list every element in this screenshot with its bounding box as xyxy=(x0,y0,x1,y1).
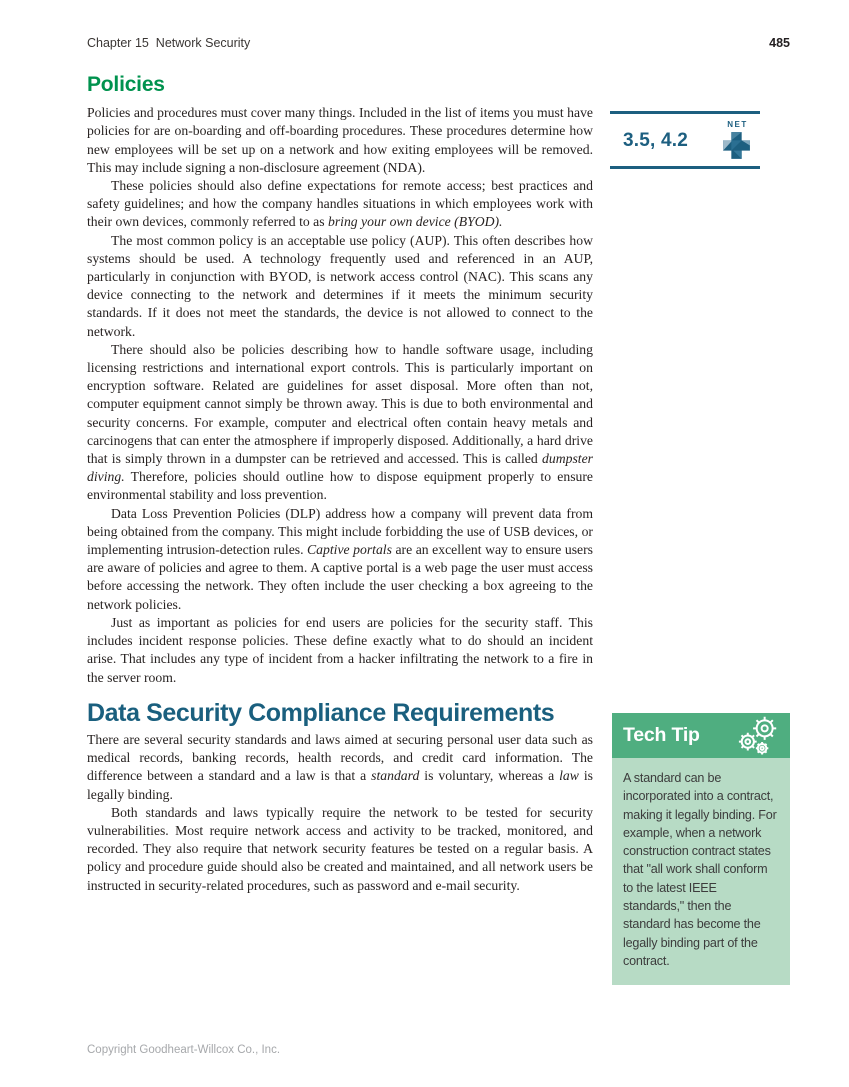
running-head-text: Chapter 15 Network Security xyxy=(87,36,251,50)
tech-tip-header xyxy=(612,713,790,758)
page-header xyxy=(87,36,790,50)
paragraph: Both standards and laws typically require the network to be tested for security vulnerabilities. Most require network access and activity to be tracked, monitored, and recorded. They also require that network security features be tested on a regular basis. A policy and procedure guide should also be created and maintained, and all network users be instructed in security-related procedures, such as password and e-mail security. xyxy=(87,804,593,893)
network-plus-logo xyxy=(721,120,752,161)
paragraph: Policies and procedures must cover many things. Included in the list of items you must have policies for are on-boarding and off-boarding procedures. These procedures determine how new employees will be set up on a network and how exiting employees will be removed. This may include signing a non-disclosure agreement (NDA). xyxy=(87,105,593,175)
copyright-notice: Copyright Goodheart-Willcox Co., Inc. xyxy=(87,1044,281,1056)
paragraph: These policies should also define expectations for remote access; best practices and safety guidelines; and how the company handles situations in which employees work with their own devices, commonly referred to as bring your own device (BYOD). xyxy=(87,178,593,230)
paragraph: There are several security standards and laws aimed at securing personal user data such as medical records, banking records, health records, and credit card information. The difference between a standard and a law is that a standard is voluntary, whereas a law is legally binding. xyxy=(87,731,593,802)
tech-tip-body: A standard can be incorporated into a contract, making it legally binding. For example, when a network construction contract states that "all work shall conform to the latest IEEE standards," then the standard has become the legally binding part of the contract. xyxy=(612,758,790,985)
section-heading-compliance: Data Security Compliance Requirements xyxy=(87,698,555,727)
tech-tip-box xyxy=(612,713,790,985)
tech-tip-title: Tech Tip xyxy=(623,724,700,746)
main-text-column xyxy=(87,73,593,895)
paragraph: The most common policy is an acceptable use policy (AUP). This often describes how systems should be used. A technology frequently used and referenced in an AUP, particularly in conjunction with BYOD, is network access control (NAC). This scans any device connecting to the network and determines if it meets the minimum security standards. If it does not meet the standards, the device is not allowed to connect to the network. xyxy=(87,232,593,339)
network-plus-icon xyxy=(721,130,752,161)
paragraph: Just as important as policies for end users are policies for the security staff. This includes incident response policies. These define exactly what to do should an incident arise. That includes any type of incident from a hacker infiltrating the network to a fire in the server room. xyxy=(87,614,593,685)
net-label: NET xyxy=(727,120,748,129)
paragraph: Data Loss Prevention Policies (DLP) address how a company will prevent data from being obtained from the company. This might include forbidding the use of USB devices, or implementing intrusion-detection rules. Captive portals are an excellent way to ensure users are aware of policies and agree to them. A captive portal is a web page the user must access before accessing the network. They often include the user checking a box agreeing to the network policies. xyxy=(87,505,593,612)
paragraph: There should also be policies describing how to handle software usage, including licensing restrictions and international export controls. This is particularly important on encryption software. Related are guidelines for asset disposal. More often than not, computer equipment cannot simply be thrown away. This is due to both environmental and security concerns. For example, computer and electrical often contain heavy metals and carcinogens that can enter the atmosphere if improperly disposed. Additionally, a hard drive that is simply thrown in a dumpster can be retrieved and accessed. This is called dumpster diving. Therefore, policies should outline how to dispose equipment properly to ensure environmental stability and loss prevention. xyxy=(87,341,593,503)
gears-icon xyxy=(734,715,781,756)
certification-objective-numbers: 3.5, 4.2 xyxy=(623,129,688,151)
certification-objectives-box xyxy=(610,111,760,169)
section-heading-policies: Policies xyxy=(87,73,165,96)
page-number: 485 xyxy=(769,36,790,50)
